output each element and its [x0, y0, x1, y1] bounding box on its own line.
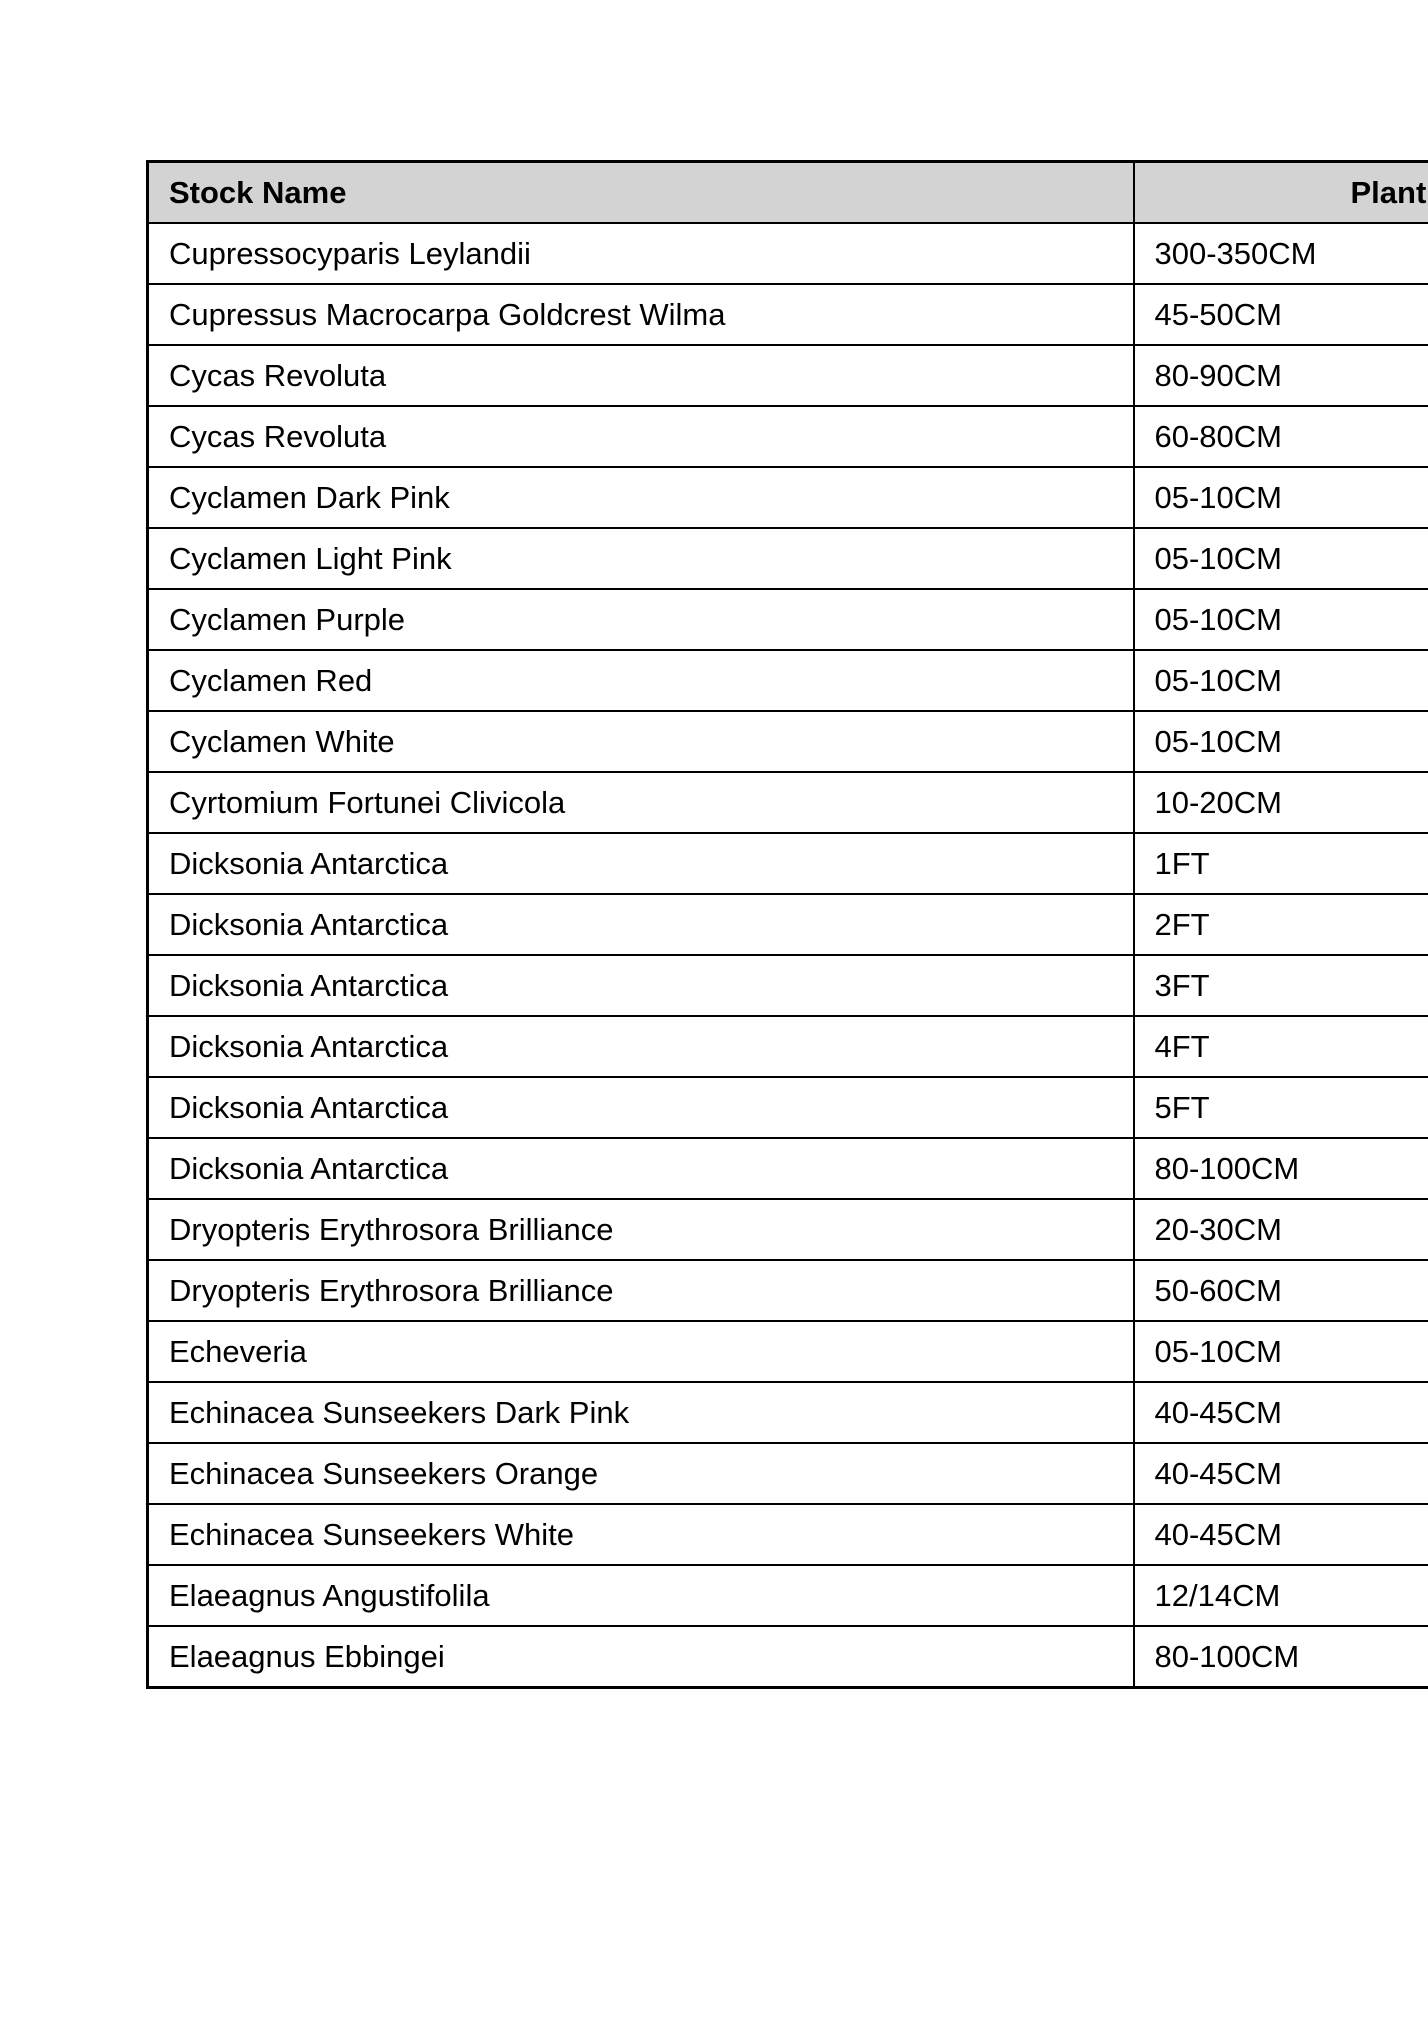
plant-size-cell: 05-10CM — [1134, 650, 1428, 711]
table-row — [148, 528, 1428, 589]
plant-size-cell: 40-45CM — [1134, 1504, 1428, 1565]
table-row — [148, 1016, 1428, 1077]
stock-name-cell: Echinacea Sunseekers Dark Pink — [148, 1382, 1134, 1443]
stock-name-cell: Cycas Revoluta — [148, 406, 1134, 467]
table-row — [148, 223, 1428, 284]
plant-size-cell: 45-50CM — [1134, 284, 1428, 345]
plant-size-cell: 300-350CM — [1134, 223, 1428, 284]
stock-table-body — [148, 223, 1428, 1688]
table-row — [148, 1199, 1428, 1260]
plant-size-cell: 4FT — [1134, 1016, 1428, 1077]
table-row — [148, 1138, 1428, 1199]
plant-size-cell: 05-10CM — [1134, 589, 1428, 650]
plant-size-cell: 80-100CM — [1134, 1626, 1428, 1688]
stock-name-cell: Cycas Revoluta — [148, 345, 1134, 406]
stock-name-cell: Elaeagnus Angustifolila — [148, 1565, 1134, 1626]
stock-name-cell: Cyclamen White — [148, 711, 1134, 772]
stock-name-cell: Cyclamen Red — [148, 650, 1134, 711]
table-row — [148, 894, 1428, 955]
plant-size-cell: 60-80CM — [1134, 406, 1428, 467]
plant-size-cell: 12/14CM — [1134, 1565, 1428, 1626]
plant-size-cell: 05-10CM — [1134, 467, 1428, 528]
stock-name-cell: Dicksonia Antarctica — [148, 955, 1134, 1016]
plant-size-cell: 1FT — [1134, 833, 1428, 894]
table-row — [148, 650, 1428, 711]
stock-name-cell: Cyclamen Light Pink — [148, 528, 1134, 589]
table-row — [148, 467, 1428, 528]
table-row — [148, 1443, 1428, 1504]
stock-name-cell: Dicksonia Antarctica — [148, 894, 1134, 955]
stock-name-cell: Cyclamen Dark Pink — [148, 467, 1134, 528]
stock-table — [146, 160, 1428, 1689]
plant-size-cell: 10-20CM — [1134, 772, 1428, 833]
stock-name-cell: Cyclamen Purple — [148, 589, 1134, 650]
table-row — [148, 1382, 1428, 1443]
column-header-plant-size: Plant — [1134, 162, 1428, 224]
table-row — [148, 772, 1428, 833]
stock-name-cell: Echeveria — [148, 1321, 1134, 1382]
stock-name-cell: Dryopteris Erythrosora Brilliance — [148, 1199, 1134, 1260]
stock-name-cell: Echinacea Sunseekers White — [148, 1504, 1134, 1565]
header-row — [148, 162, 1428, 224]
plant-size-cell: 05-10CM — [1134, 528, 1428, 589]
plant-size-cell: 40-45CM — [1134, 1382, 1428, 1443]
stock-name-cell: Dicksonia Antarctica — [148, 1077, 1134, 1138]
table-row — [148, 1260, 1428, 1321]
table-row — [148, 1626, 1428, 1688]
plant-size-cell: 80-100CM — [1134, 1138, 1428, 1199]
stock-table-header — [148, 162, 1428, 224]
table-row — [148, 1504, 1428, 1565]
table-row — [148, 284, 1428, 345]
table-row — [148, 589, 1428, 650]
stock-name-cell: Echinacea Sunseekers Orange — [148, 1443, 1134, 1504]
table-row — [148, 1321, 1428, 1382]
table-row — [148, 833, 1428, 894]
plant-size-cell: 2FT — [1134, 894, 1428, 955]
plant-size-cell: 05-10CM — [1134, 1321, 1428, 1382]
table-row — [148, 1565, 1428, 1626]
stock-table-container — [146, 160, 1428, 1689]
table-row — [148, 406, 1428, 467]
table-row — [148, 955, 1428, 1016]
table-row — [148, 711, 1428, 772]
plant-size-cell: 20-30CM — [1134, 1199, 1428, 1260]
stock-name-cell: Dryopteris Erythrosora Brilliance — [148, 1260, 1134, 1321]
stock-name-cell: Dicksonia Antarctica — [148, 1016, 1134, 1077]
column-header-stock-name: Stock Name — [148, 162, 1134, 224]
plant-size-cell: 80-90CM — [1134, 345, 1428, 406]
plant-size-cell: 3FT — [1134, 955, 1428, 1016]
stock-name-cell: Cyrtomium Fortunei Clivicola — [148, 772, 1134, 833]
table-row — [148, 1077, 1428, 1138]
stock-name-cell: Cupressus Macrocarpa Goldcrest Wilma — [148, 284, 1134, 345]
plant-size-cell: 5FT — [1134, 1077, 1428, 1138]
plant-size-cell: 40-45CM — [1134, 1443, 1428, 1504]
stock-name-cell: Elaeagnus Ebbingei — [148, 1626, 1134, 1688]
table-row — [148, 345, 1428, 406]
stock-name-cell: Dicksonia Antarctica — [148, 833, 1134, 894]
stock-name-cell: Dicksonia Antarctica — [148, 1138, 1134, 1199]
stock-name-cell: Cupressocyparis Leylandii — [148, 223, 1134, 284]
plant-size-cell: 05-10CM — [1134, 711, 1428, 772]
plant-size-cell: 50-60CM — [1134, 1260, 1428, 1321]
